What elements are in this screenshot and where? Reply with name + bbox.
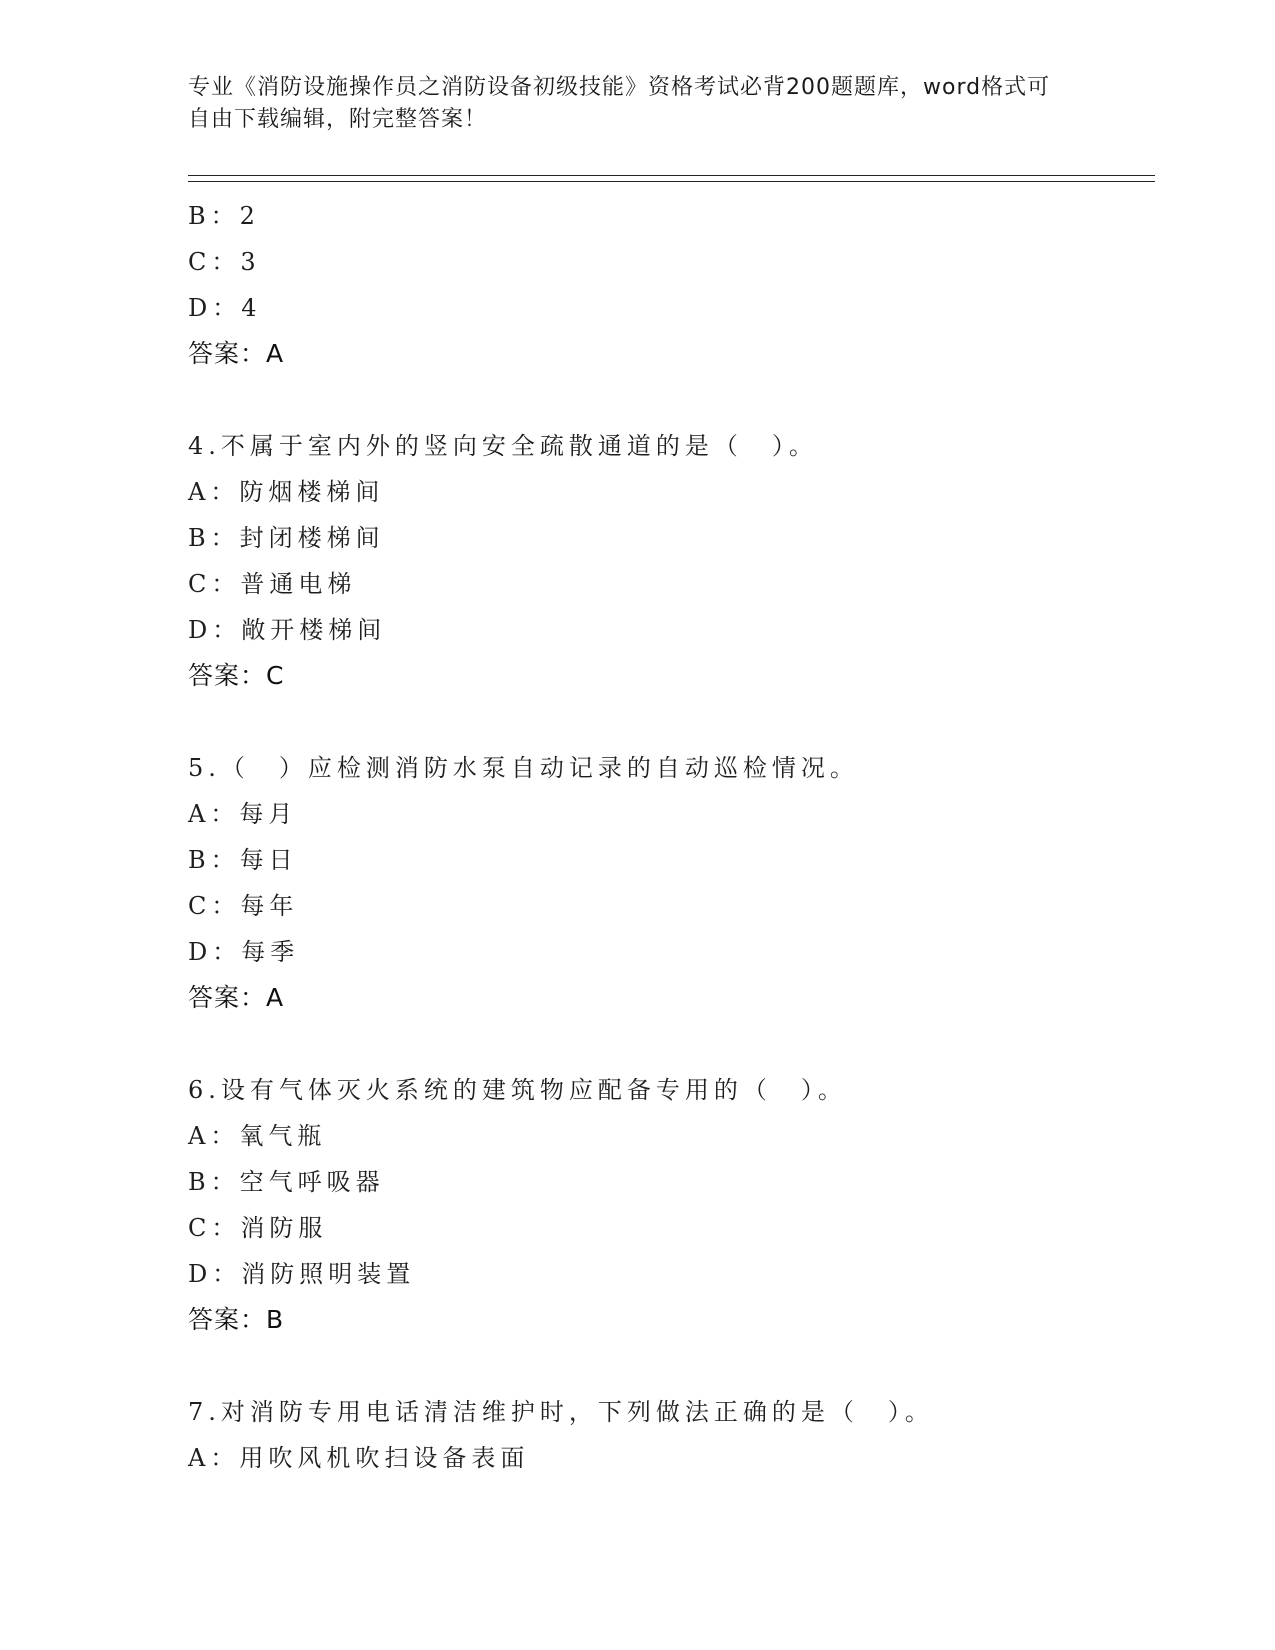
option-a: A：防烟楼梯间 bbox=[188, 478, 385, 506]
document-header bbox=[188, 72, 1068, 136]
option-b: B：封闭楼梯间 bbox=[188, 524, 385, 552]
header-divider-bottom bbox=[188, 181, 1155, 182]
option-a: A：每月 bbox=[188, 800, 298, 828]
option-b: B：2 bbox=[188, 202, 260, 230]
question-list bbox=[188, 193, 1155, 1481]
option-b: B：每日 bbox=[188, 846, 298, 874]
option-d: D：4 bbox=[188, 294, 262, 322]
spacer bbox=[188, 1021, 1155, 1067]
question-3-continued bbox=[188, 193, 1155, 377]
question-5 bbox=[188, 745, 1155, 1021]
option-d: D：敞开楼梯间 bbox=[188, 616, 387, 644]
question-stem: 4.不属于室内外的竖向安全疏散通道的是（ ）。 bbox=[188, 432, 818, 460]
answer-line: 答案：B bbox=[188, 1305, 285, 1334]
option-c: C：3 bbox=[188, 248, 261, 276]
option-c: C：普通电梯 bbox=[188, 570, 357, 598]
option-d: D：消防照明装置 bbox=[188, 1260, 416, 1288]
option-a: A：氧气瓶 bbox=[188, 1122, 327, 1150]
question-stem: 6.设有气体灭火系统的建筑物应配备专用的（ ）。 bbox=[188, 1076, 847, 1104]
option-c: C：每年 bbox=[188, 892, 299, 920]
option-d: D：每季 bbox=[188, 938, 300, 966]
answer-line: 答案：C bbox=[188, 661, 285, 690]
question-stem: 7.对消防专用电话清洁维护时，下列做法正确的是（ ）。 bbox=[188, 1398, 934, 1426]
question-6 bbox=[188, 1067, 1155, 1343]
spacer bbox=[188, 1343, 1155, 1389]
header-divider-top bbox=[188, 175, 1155, 176]
answer-line: 答案：A bbox=[188, 339, 285, 368]
spacer bbox=[188, 699, 1155, 745]
question-stem: 5.（ ）应检测消防水泵自动记录的自动巡检情况。 bbox=[188, 754, 859, 782]
question-4 bbox=[188, 423, 1155, 699]
spacer bbox=[188, 377, 1155, 423]
option-a: A：用吹风机吹扫设备表面 bbox=[188, 1444, 530, 1472]
header-title: 专业《消防设施操作员之消防设备初级技能》资格考试必背200题题库，word格式可自由下载编辑，附完整答案！ bbox=[188, 75, 1051, 132]
option-b: B：空气呼吸器 bbox=[188, 1168, 385, 1196]
answer-line: 答案：A bbox=[188, 983, 285, 1012]
question-7 bbox=[188, 1389, 1155, 1481]
option-c: C：消防服 bbox=[188, 1214, 328, 1242]
